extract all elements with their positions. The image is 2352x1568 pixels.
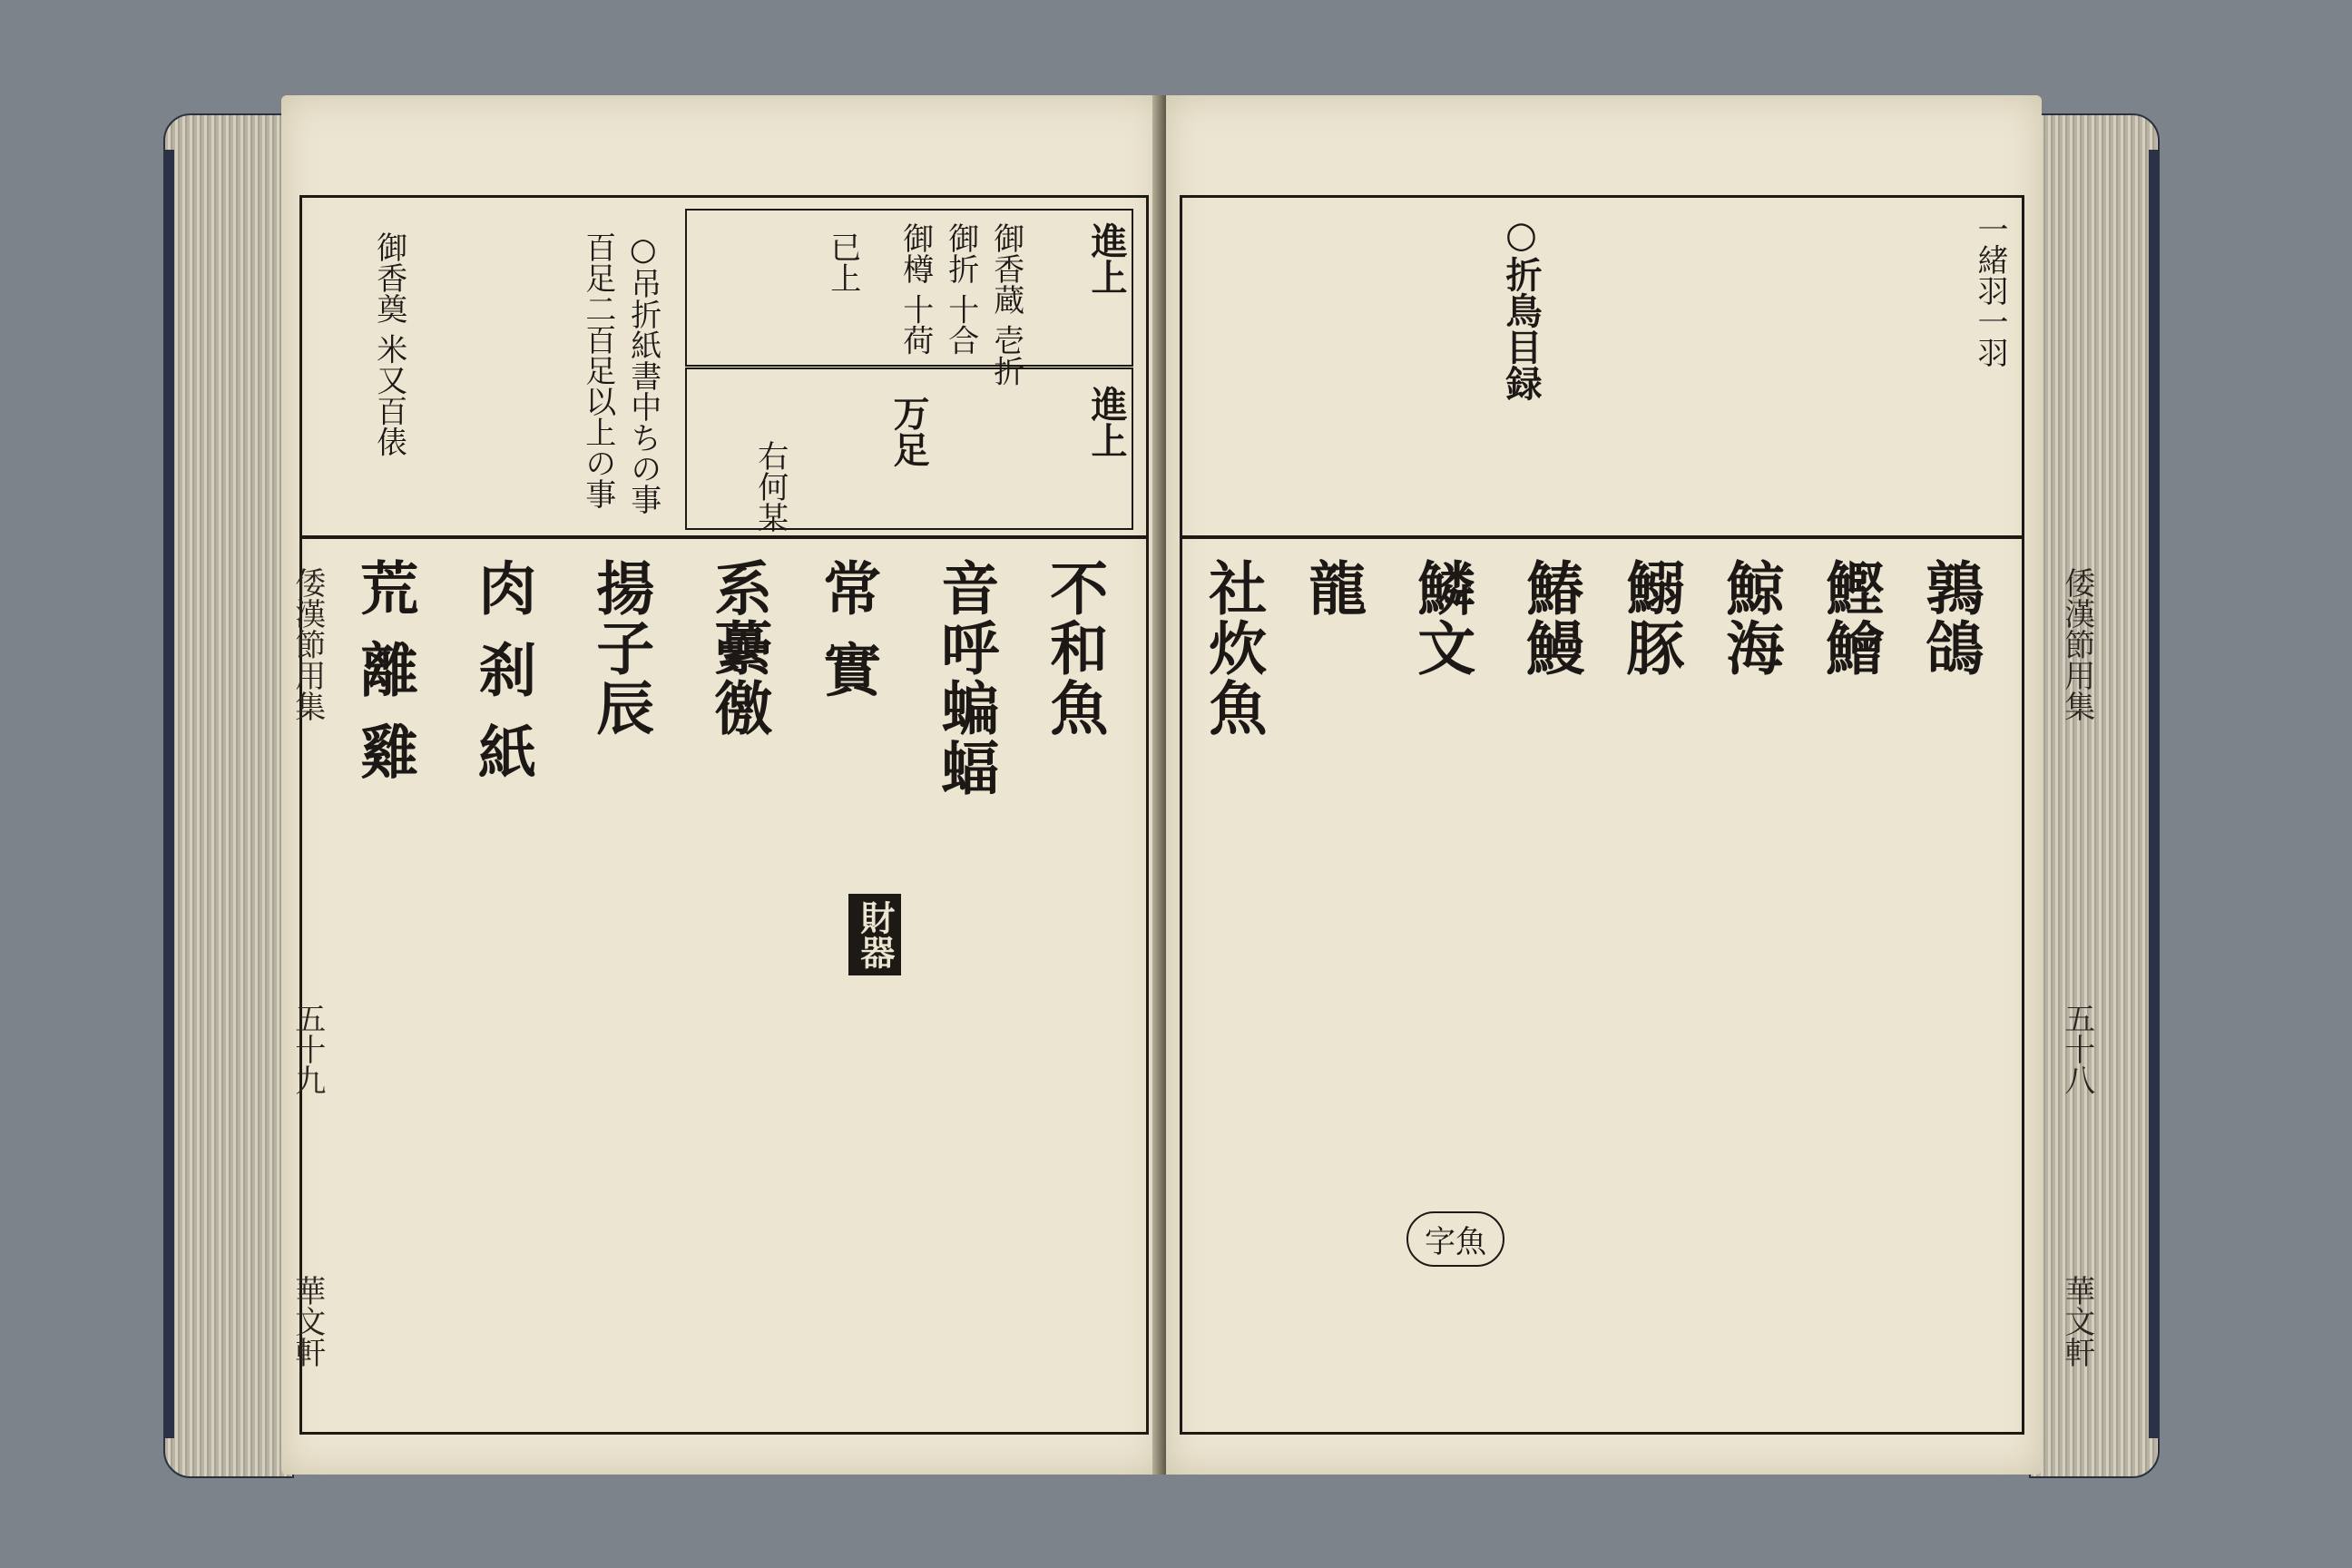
- entry-column: 常 實: [813, 558, 882, 701]
- right-page-edges: [2029, 113, 2160, 1478]
- right-page-frame: [1180, 195, 2024, 1435]
- entry-column: 不和魚: [1040, 558, 1109, 738]
- entry-column: 鶉鴿: [1916, 558, 1984, 678]
- left-section-divider: [299, 535, 1148, 539]
- right-cover-edge: [2149, 150, 2160, 1438]
- margin-title: 倭漢節用集: [289, 567, 326, 721]
- note-text: ○吊折紙書中ちの事: [624, 231, 662, 514]
- section-label: 財器: [848, 894, 901, 975]
- margin-publisher: 華文軒: [2058, 1275, 2095, 1367]
- table-cell: 万足: [887, 395, 930, 467]
- entry-column: 系虆徼: [704, 558, 773, 738]
- open-book: [163, 95, 2160, 1493]
- header-cell-2: 進上: [1085, 386, 1128, 458]
- table-cell: 御樽 十荷: [897, 222, 934, 356]
- entry-column: 音呼蝙蝠: [931, 558, 1000, 798]
- margin-publisher: 華文軒: [289, 1275, 326, 1367]
- note-text: 御香奠 米又百俵: [370, 231, 407, 457]
- entry-column: 鰆鰻: [1516, 558, 1585, 678]
- entry-column: 鰯豚: [1616, 558, 1685, 678]
- upper-heading: ○折鳥目録: [1500, 213, 1543, 401]
- margin-page-number: 五十八: [2058, 1003, 2095, 1095]
- table-cell: 御香蔵 壱折: [987, 222, 1024, 387]
- left-page-edges: [163, 113, 294, 1478]
- section-label: 字魚: [1406, 1211, 1504, 1267]
- margin-page-number: 五十九: [289, 1003, 326, 1095]
- entry-column: 鰹鱠: [1816, 558, 1885, 678]
- note-text: 百足二百足以上の事: [579, 231, 616, 509]
- header-cell-1: 進上: [1085, 222, 1128, 295]
- entry-column: 龍: [1298, 558, 1367, 618]
- table-cell: 右何某: [751, 440, 789, 533]
- entry-column: 鱗文: [1407, 558, 1476, 678]
- table-cell: 已上: [824, 231, 861, 293]
- table-cell: 御折 十合: [942, 222, 979, 356]
- entry-column: 社炊魚: [1199, 558, 1268, 738]
- entry-column: 肉 刹 紙: [468, 558, 537, 782]
- left-cover-edge: [163, 150, 174, 1438]
- entry-column: 揚子辰: [586, 558, 655, 738]
- entry-column: 荒 離 雞: [350, 558, 419, 782]
- right-section-divider: [1180, 535, 2024, 539]
- right-page: [1166, 95, 2042, 1475]
- left-page: [281, 95, 1161, 1475]
- entry-column: 鯨海: [1716, 558, 1785, 678]
- margin-title: 倭漢節用集: [2058, 567, 2095, 721]
- note-text: 一緒羽一羽: [1972, 213, 2008, 368]
